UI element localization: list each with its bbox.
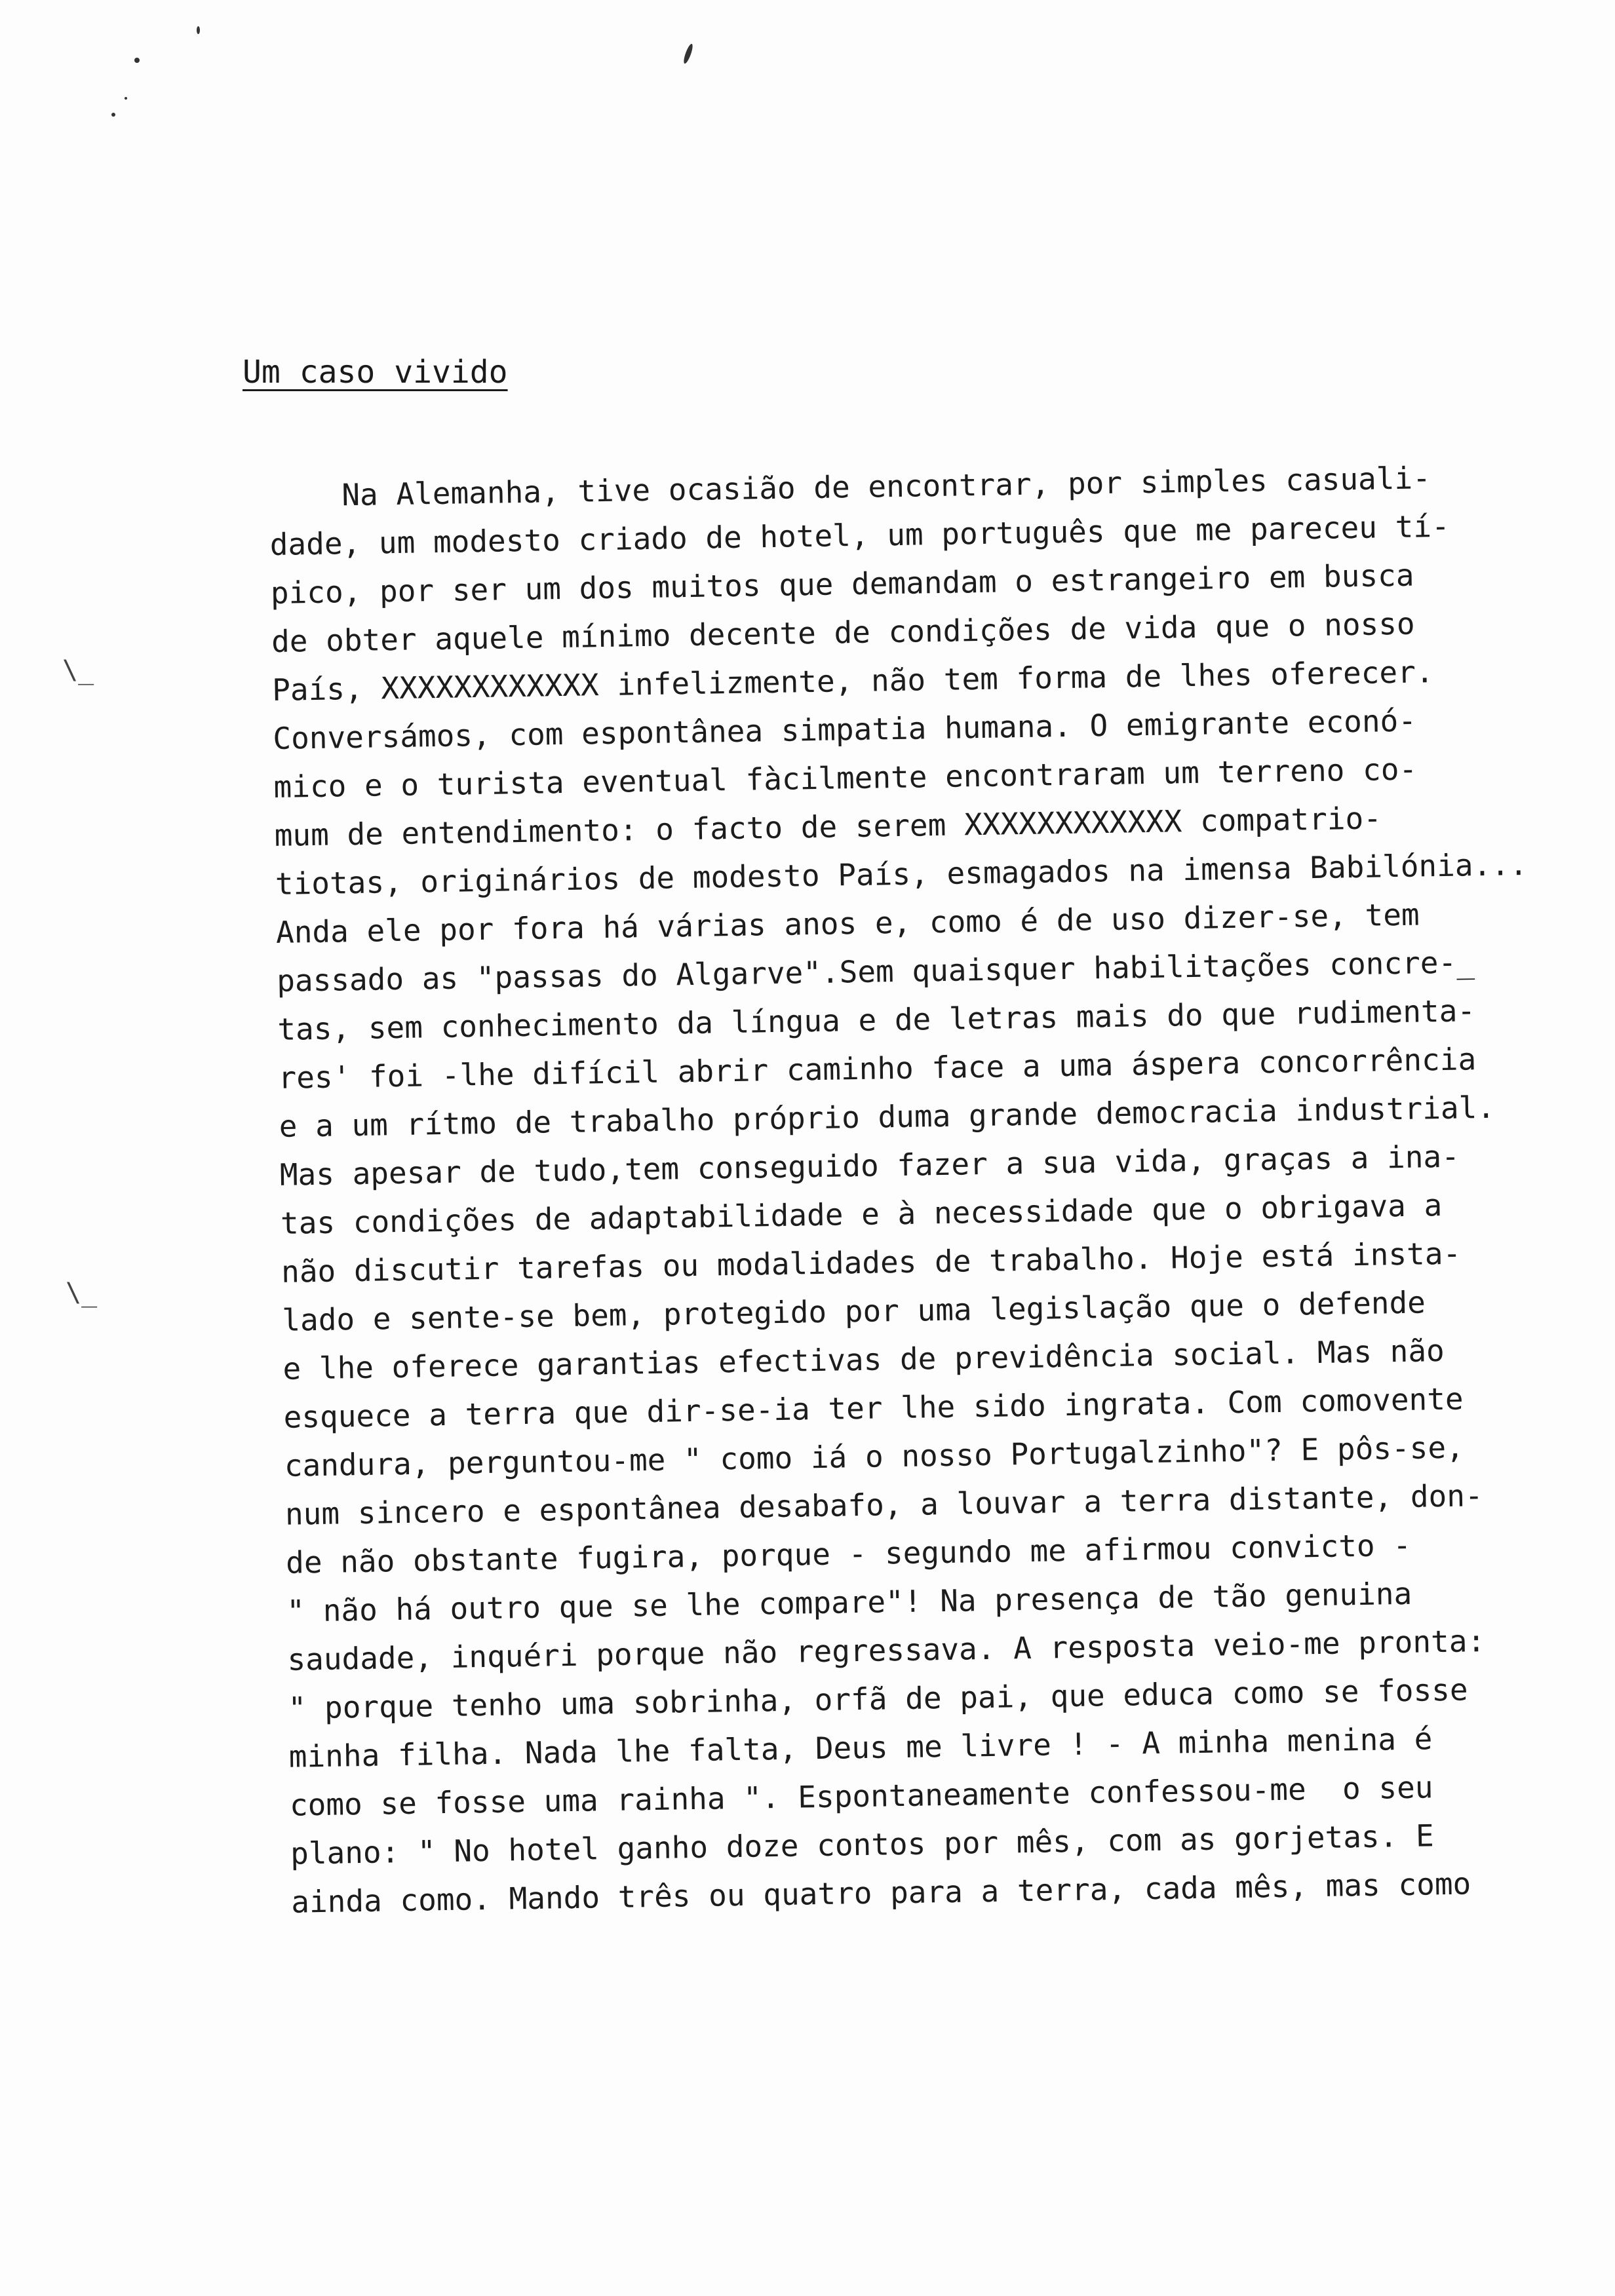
- text-line: mico e o turista eventual fàcilmente encontraram um terreno co-: [273, 751, 1418, 805]
- ink-speck: [125, 97, 127, 100]
- text-line: " não há outro que se lhe compare"! Na presença de tão genuina: [286, 1575, 1412, 1629]
- text-line: tiotas, originários de modesto País, esmagados na imensa Babilónia...: [275, 846, 1528, 902]
- text-line: minha filha. Nada lhe falta, Deus me livre ! - A minha menina é: [288, 1721, 1433, 1774]
- text-line: e lhe oferece garantias efectivas de previdência social. Mas não: [282, 1332, 1445, 1387]
- margin-mark: \_: [62, 655, 94, 685]
- text-line: candura, perguntou-me " como iá o nosso Portugalzinho"? E pôs-se,: [284, 1429, 1465, 1483]
- text-line: de obter aquele mínimo decente de condições de vida que o nosso: [271, 605, 1416, 659]
- text-line: esquece a terra que dir-se-ia ter lhe sido ingrata. Com comovente: [283, 1381, 1464, 1435]
- ink-speck: [111, 113, 115, 117]
- text-line: res' foi -lhe difícil abrir caminho face a uma áspera concorrência: [278, 1041, 1477, 1096]
- text-line: pico, por ser um dos muitos que demandam o estrangeiro em busca: [270, 557, 1414, 611]
- text-line: Mas apesar de tudo,tem conseguido fazer a sua vida, graças a ina-: [279, 1138, 1460, 1193]
- text-line: não discutir tarefas ou modalidades de trabalho. Hoje está insta-: [281, 1235, 1462, 1290]
- text-line: " porque tenho uma sobrinha, orfã de pai, que educa como se fosse: [288, 1672, 1468, 1726]
- text-line: passado as "passas do Algarve".Sem quaisquer habilitações concre-_: [276, 944, 1475, 999]
- text-line: de não obstante fugira, porque - segundo me afirmou convicto -: [285, 1527, 1412, 1580]
- text-line: mum de entendimento: o facto de serem XXXXXXXXXXXX compatrio-: [274, 800, 1382, 853]
- document-title: Um caso vivido: [243, 354, 508, 391]
- text-line: e a um rítmo de trabalho próprio duma grande democracia industrial.: [279, 1089, 1496, 1144]
- margin-mark: \_: [66, 1278, 98, 1308]
- document-body: [269, 451, 1603, 1926]
- text-line: plano: " No hotel ganho doze contos por mês, com as gorjetas. E: [290, 1818, 1435, 1871]
- ink-speck: [134, 58, 140, 63]
- text-line: dade, um modesto criado de hotel, um português que me pareceu tí-: [269, 508, 1450, 562]
- text-line: como se fosse uma rainha ". Espontaneamente confessou-me o seu: [289, 1769, 1433, 1823]
- text-line: Anda ele por fora há várias anos e, como é de uso dizer-se, tem: [275, 896, 1420, 950]
- ink-speck: [197, 26, 200, 34]
- text-line: ainda como. Mando três ou quatro para a terra, cada mês, mas como: [290, 1866, 1471, 1920]
- text-line: saudade, inquéri porque não regressava. A resposta veio-me pronta:: [287, 1623, 1486, 1677]
- text-line: tas condições de adaptabilidade e à necessidade que o obrigava a: [280, 1187, 1443, 1241]
- text-line: num sincero e espontânea desabafo, a louvar a terra distante, don-: [284, 1478, 1484, 1532]
- text-line: tas, sem conhecimento da língua e de letras mais do que rudimenta-: [277, 993, 1476, 1047]
- text-line: lado e sente-se bem, protegido por uma legislação que o defende: [281, 1284, 1426, 1338]
- ink-speck: [682, 43, 694, 65]
- text-line: Conversámos, com espontânea simpatia humana. O emigrante econó-: [272, 702, 1417, 756]
- text-line: País, XXXXXXXXXXXX infelizmente, não tem forma de lhes oferecer.: [271, 654, 1434, 708]
- text-line: Na Alemanha, tive ocasião de encontrar, por simples casuali-: [269, 460, 1431, 514]
